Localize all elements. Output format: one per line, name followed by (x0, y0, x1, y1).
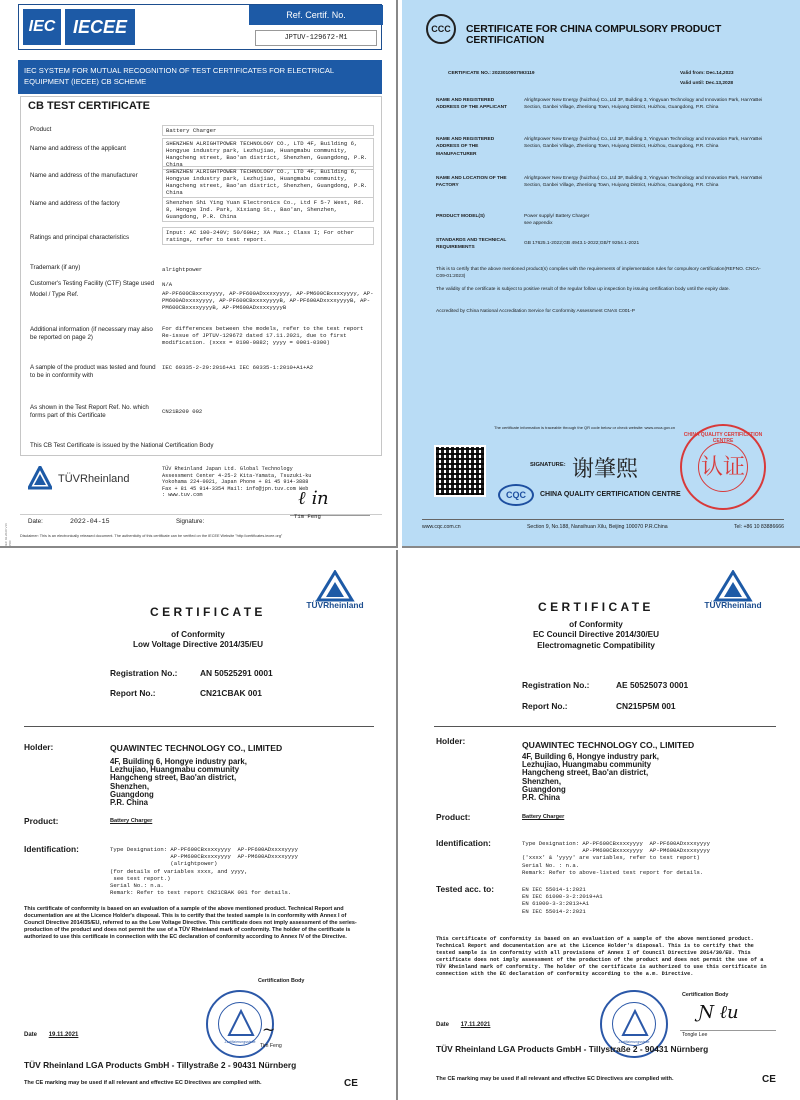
signer-name: Tim Feng (260, 1043, 282, 1049)
signature-line (680, 1030, 776, 1031)
product-value: Battery Charger (522, 814, 565, 820)
row-label: Customer's Testing Facility (CTF) Stage used (30, 280, 155, 287)
tuv-name: TÜVRheinland (58, 473, 130, 485)
disclaimer: Disclaimer: This is an electronically released document. The authenticity of this certificate can be verified on the IECEE Website "http://certificates.iecee.org" (20, 534, 283, 538)
holder-name: QUAWINTEC TECHNOLOGY CO., LIMITED (110, 743, 283, 753)
applicant-value: Alrightpower New Energy (huizhou) Co.,Ltd 3F, Building 3, Yingyuan Technology and Innovation Park, HanYaBei Section, Ganbei Village, Zhenlong Town, Huiyang District, Huizhou, Guangdong, P.R. China (524, 98, 763, 111)
cb-title: CB TEST CERTIFICATE (28, 100, 151, 112)
certify-paragraph: This is to certify that the above mentioned product(s) complies with the requirements of implementation rules for compulsory certification(REFNO. CNCA-C09-01:2023) (436, 267, 761, 280)
signature-label: Signature: (176, 518, 205, 525)
date-row (436, 1022, 490, 1028)
signature-label: SIGNATURE: (530, 462, 566, 468)
product-value: Battery Charger (110, 818, 153, 824)
divider (434, 726, 776, 727)
row-label: As shown in the Test Report Ref. No. which forms part of this Certificate (30, 404, 149, 419)
accreditation-paragraph: Accredited by China National Accreditation Service for Conformity Assessment CNAS C001-P (436, 309, 635, 314)
tested-label: Tested acc. to: (436, 884, 495, 894)
ce-note: The CE marking may be used if all relevant and effective EC Directives are complied with. (24, 1080, 262, 1086)
certificate-subtitle: of Conformity Low Voltage Directive 2014/35/EU (133, 630, 263, 650)
row-value: Input: AC 100-240V; 50/60Hz; XA Max.; Class I; For other ratings, refer to test report. (162, 227, 374, 245)
report-label: Report No.: (522, 701, 568, 711)
manufacturer-label: NAME AND REGISTERED ADDRESS OF THE MANUFACTURER (436, 137, 495, 157)
certificate-number: CERTIFICATE NO.: 2023010907593119 (448, 71, 535, 76)
issued-by-note: This CB Test Certificate is issued by the National Certification Body (30, 442, 214, 449)
certificate-title: CERTIFICATE (538, 600, 654, 614)
manufacturer-value: Alrightpower New Energy (huizhou) Co.,Ltd 3F, Building 3, Yingyuan Technology and Innovation Park, HanYaBei Section, Ganbei Village, Zhenlong Town, Huiyang District, Huizhou, Guangdong, P.R. China (524, 137, 763, 150)
row-value: SHENZHEN ALRIGHTPOWER TECHNOLOGY CO., LTD 4F, Building 6, Hongyue industry park, Lezhujiao, Huangmabu community, Hangcheng street, Bao'an district, Shenzhen, Guangdong, P.R. China (162, 138, 374, 170)
verify-note: The certificate information is traceable through the QR code below or check website: www.cnca.gov.cn (494, 425, 676, 430)
cqc-logo: CQC (498, 484, 534, 506)
signer-name: Tongle Lee (682, 1032, 708, 1038)
product-model-label: PRODUCT MODEL(S) (436, 214, 485, 219)
tuv-brand-name: TÜVRheinland (704, 600, 762, 610)
signature: 谢肇熙 (572, 457, 639, 482)
row-label: Trademark (if any) (30, 264, 81, 271)
date-value: 2022-04-15 (70, 518, 110, 525)
applicant-label: NAME AND REGISTERED ADDRESS OF THE APPLICANT (436, 98, 507, 111)
ccc-title: CERTIFICATE FOR CHINA COMPULSORY PRODUCT CERTIFICATION (466, 24, 722, 46)
ce-note: The CE marking may be used if all relevant and effective EC Directives are complied with. (436, 1076, 674, 1082)
tuv-brand (698, 570, 768, 618)
row-value: AP-PF600CBxxxxyyyy, AP-PF600ADxxxxyyyy, AP-PM600CBxxxxyyyy, AP-PM600ADxxxxyyyy, AP-PF600CBxxxxyyyyB, AP-PF600ADxxxxyyyyB, AP-PM600CBxxxxyyyyB, AP-PM600ADxxxxyyyyB (162, 290, 374, 311)
divider (24, 726, 374, 727)
valid-from: Valid from: Dec.14,2023 (680, 71, 734, 76)
lvd-certificate (0, 550, 398, 1100)
product-model-value: Power supply/ Battery Charger see appendix (524, 214, 590, 227)
row-value: Shenzhen Shi Ying Yuan Electronics Co., Ltd F 5-7 West, Rd. 8, Hongye Ind. Park, Xixiang St., Bao'an, Shenzhen, Guangdong, P.R. China (162, 197, 374, 222)
product-label: Product: (436, 812, 471, 822)
holder-label: Holder: (24, 742, 54, 752)
date-label: Date: (28, 518, 43, 525)
cqc-name: CHINA QUALITY CERTIFICATION CENTRE (540, 491, 681, 498)
holder-address: 4F, Building 6, Hongye industry park, Lezhujiao, Huangmabu community Hangcheng street, Bao'an district, Shenzhen, Guangdong P.R. China (110, 757, 247, 808)
iec-header (18, 4, 382, 50)
report-value: CN21CBAK 001 (200, 688, 262, 698)
footer-website[interactable]: www.cqc.com.cn (422, 524, 461, 530)
row-label: A sample of the product was tested and found to be in conformity with (30, 364, 156, 379)
identification-value: Type Designation: AP-PF600CBxxxxyyyy AP-PF600ADxxxxyyyy AP-PM600CBxxxxyyyy AP-PM600ADxxxxyyyy ('xxxx' & 'yyyy' are variables, refer to test report) Serial No. : n.a. Remark: Refer to above-listed test report for details. (522, 840, 710, 876)
iecee-banner: IEC SYSTEM FOR MUTUAL RECOGNITION OF TEST CERTIFICATES FOR ELECTRICAL EQUIPMENT (IECEE) CB SCHEME (18, 60, 382, 94)
date-label: Date (436, 1022, 450, 1028)
identification-value: Type Designation: AP-PF600CBxxxxyyyy AP-PF600ADxxxxyyyy AP-PM600CBxxxxyyyy AP-PM600ADxxxxyyyy (alrightpower) (for details of variables xxxx, and yyyy, see test report.) Serial No.: n.a. Remark: Refer to test report CN21CBAK 001 for details. (110, 846, 298, 897)
holder-address: 4F, Building 6, Hongye industry park, Lezhujiao, Huangmabu community Hangcheng street, Bao'an district, Shenzhen, Guangdong P.R. China (522, 752, 659, 803)
validity-paragraph: The validity of the certificate is subject to positive result of the regular follow up inspection by issuing certification body until the expiry date. (436, 287, 730, 292)
factory-value: Alrightpower New Energy (huizhou) Co.,Ltd 3F, Building 3, Yingyuan Technology and Innovation Park, HanYaBei Section, Ganbei Village, Zhenlong Town, Huiyang District, Huizhou, Guangdong, P.R. China (524, 176, 763, 189)
seal-center: 认证 (698, 442, 748, 492)
holder-label: Holder: (436, 736, 466, 746)
ref-certif-label: Ref. Certif. No. (249, 5, 383, 25)
ce-mark: CE (344, 1078, 358, 1089)
tuv-triangle-icon (698, 570, 768, 602)
signer-name: Tim Feng (294, 513, 321, 520)
valid-until: Valid until: Dec.13,2028 (680, 81, 734, 86)
report-label: Report No.: (110, 688, 156, 698)
row-value: Battery Charger (162, 125, 374, 136)
row-label: Ratings and principal characteristics (30, 234, 130, 241)
lga-address: TÜV Rheinland LGA Products GmbH - Tillystraße 2 - 90431 Nürnberg (24, 1060, 297, 1070)
ce-mark: CE (762, 1074, 776, 1085)
date-row (24, 1032, 78, 1038)
red-seal (680, 424, 766, 510)
row-value: N/A (162, 281, 173, 288)
certificate-subtitle: of Conformity EC Council Directive 2014/30/EU Electromagnetic Compatibility (532, 620, 660, 650)
row-label: Model / Type Ref. (30, 291, 79, 298)
footer-address: Section 9, No.188, Nansihuan Xilu, Beijing 100070 P.R.China (526, 524, 668, 530)
tuv-triangle-icon (28, 466, 52, 490)
product-label: Product: (24, 816, 59, 826)
row-value: For differences between the models, refer to the test report Re-issue of JPTUV-129672 dated 17.11.2021, due to first modification. (xxxx = 0100-0882; yyyy = 0001-0300) (162, 325, 364, 346)
row-label: Additional information (if necessary may also be reported on page 2) (30, 326, 153, 341)
registration-value: AE 50525073 0001 (616, 680, 689, 690)
stamp-text: Zertifizierungsstelle (618, 1040, 650, 1044)
tuv-address: TÜV Rheinland Japan Ltd. Global Technology Assessment Center 4-25-2 Kita-Yamata, Tsuzuki-ku Yokohama 224-0021, Japan Phone + 81 45 914-3888 Fax + 81 45 914-3354 Mail: info@jpn.tuv.com Web : www.tuv.com (162, 466, 312, 499)
date-value: 17.11.2021 (460, 1022, 491, 1028)
row-label: Name and address of the factory (30, 200, 120, 207)
form-version: IEC 02.2020 V16 PDF (4, 523, 12, 546)
date-value: 19.11.2021 (48, 1032, 79, 1038)
identification-label: Identification: (436, 838, 491, 848)
registration-value: AN 50525291 0001 (200, 668, 273, 678)
tested-value: EN IEC 55014-1:2021 EN IEC 61000-3-2:2019+A1 EN 61000-3-3:2013+A1 EN IEC 55014-2:2021 (522, 886, 603, 915)
stamp-text: Zertifizierungsstelle (224, 1040, 256, 1044)
row-label: Name and address of the manufacturer (30, 172, 138, 179)
seal-text: CHINA QUALITY CERTIFICATION CENTRE (683, 432, 763, 444)
report-value: CN215P5M 001 (616, 701, 676, 711)
date-row (20, 514, 382, 528)
registration-label: Registration No.: (110, 668, 178, 678)
qr-code[interactable] (434, 445, 486, 497)
row-value: SHENZHEN ALRIGHTPOWER TECHNOLOGY CO., LTD 4F, Building 6, Hongyue industry park, Lezhujiao, Huangmabu community, Hangcheng street, Bao'an district, Shenzhen, Guangdong, P.R. China (162, 166, 374, 198)
row-value: alrightpower (162, 266, 203, 273)
conformity-statement: This certificate of conformity is based on an evaluation of a sample of the above mentioned product. Technical Report and documentation are at the Licence Holder's disposal. This is to certify that the tested sample is in conformity with Annex I of Council Directive 2014/35/EU, referred to as the Low Voltage Directive. This certificate does not imply assessment of the series-production of the product and does not permit the use of a TÜV Rheinland mark of conformity. The holder of the certificate is authorized to use this certificate in connection with the EC declaration of conformity according to Annex IV of the Directive. (24, 906, 357, 940)
row-label: Name and address of the applicant (30, 145, 126, 152)
standards-label: STANDARDS AND TECHNICAL REQUIREMENTS (436, 238, 507, 251)
certification-body: Certification Body (682, 992, 729, 998)
identification-label: Identification: (24, 844, 79, 854)
date-label: Date (24, 1032, 38, 1038)
holder-name: QUAWINTEC TECHNOLOGY CO., LIMITED (522, 740, 695, 750)
iecee-logo: IECEE (65, 9, 135, 45)
iec-logo: IEC (23, 9, 61, 45)
signature-scribble: Ɲ ℓu (698, 1002, 739, 1023)
conformity-statement: This certificate of conformity is based on an evaluation of a sample of the above mentioned product. Technical Report and documentation are at the Licence Holder's disposal. This is to certify that the tested sample is in conformity with all provisions of Annex I of Council Directive 2014/30/EU. This certificate does not imply assessment of the production of the product and does not permit the use of a TÜV Rheinland mark of conformity. The holder of the certificate is authorized to use this certificate in connection with the EC declaration of conformity according to the a.m. Directive. (436, 936, 767, 977)
row-label: Product (30, 126, 52, 133)
certification-body: Certification Body (258, 978, 305, 984)
row-value: IEC 60335-2-29:2016+A1 IEC 60335-1:2010+A1+A2 (162, 364, 314, 371)
tuv-brand-name: TÜVRheinland (306, 600, 364, 610)
tuv-logo (28, 466, 154, 494)
ref-certif-value: JPTUV-129672-M1 (255, 30, 377, 46)
certificate-title: CERTIFICATE (150, 605, 266, 619)
ccc-logo: CCC (426, 14, 456, 44)
standards-value: GB 17625.1-2022;GB 4943.1-2022;GB/T 9254.1-2021 (524, 241, 640, 246)
ccc-footer (422, 519, 784, 530)
row-value: CN21B209 002 (162, 408, 203, 415)
ccc-certificate (402, 0, 800, 548)
lga-address: TÜV Rheinland LGA Products GmbH - Tillystraße 2 - 90431 Nürnberg (436, 1044, 709, 1054)
registration-label: Registration No.: (522, 680, 590, 690)
emc-certificate (402, 550, 800, 1100)
signature-scribble: ℓ ı̇n (298, 488, 329, 509)
factory-label: NAME AND LOCATION OF THE FACTORY (436, 176, 507, 189)
tuv-brand (300, 570, 370, 618)
cb-test-certificate (0, 0, 398, 548)
tuv-triangle-icon (300, 570, 370, 602)
footer-tel: Tel: +86 10 83886666 (733, 524, 784, 530)
signature-scribble: ~ (262, 1020, 276, 1039)
